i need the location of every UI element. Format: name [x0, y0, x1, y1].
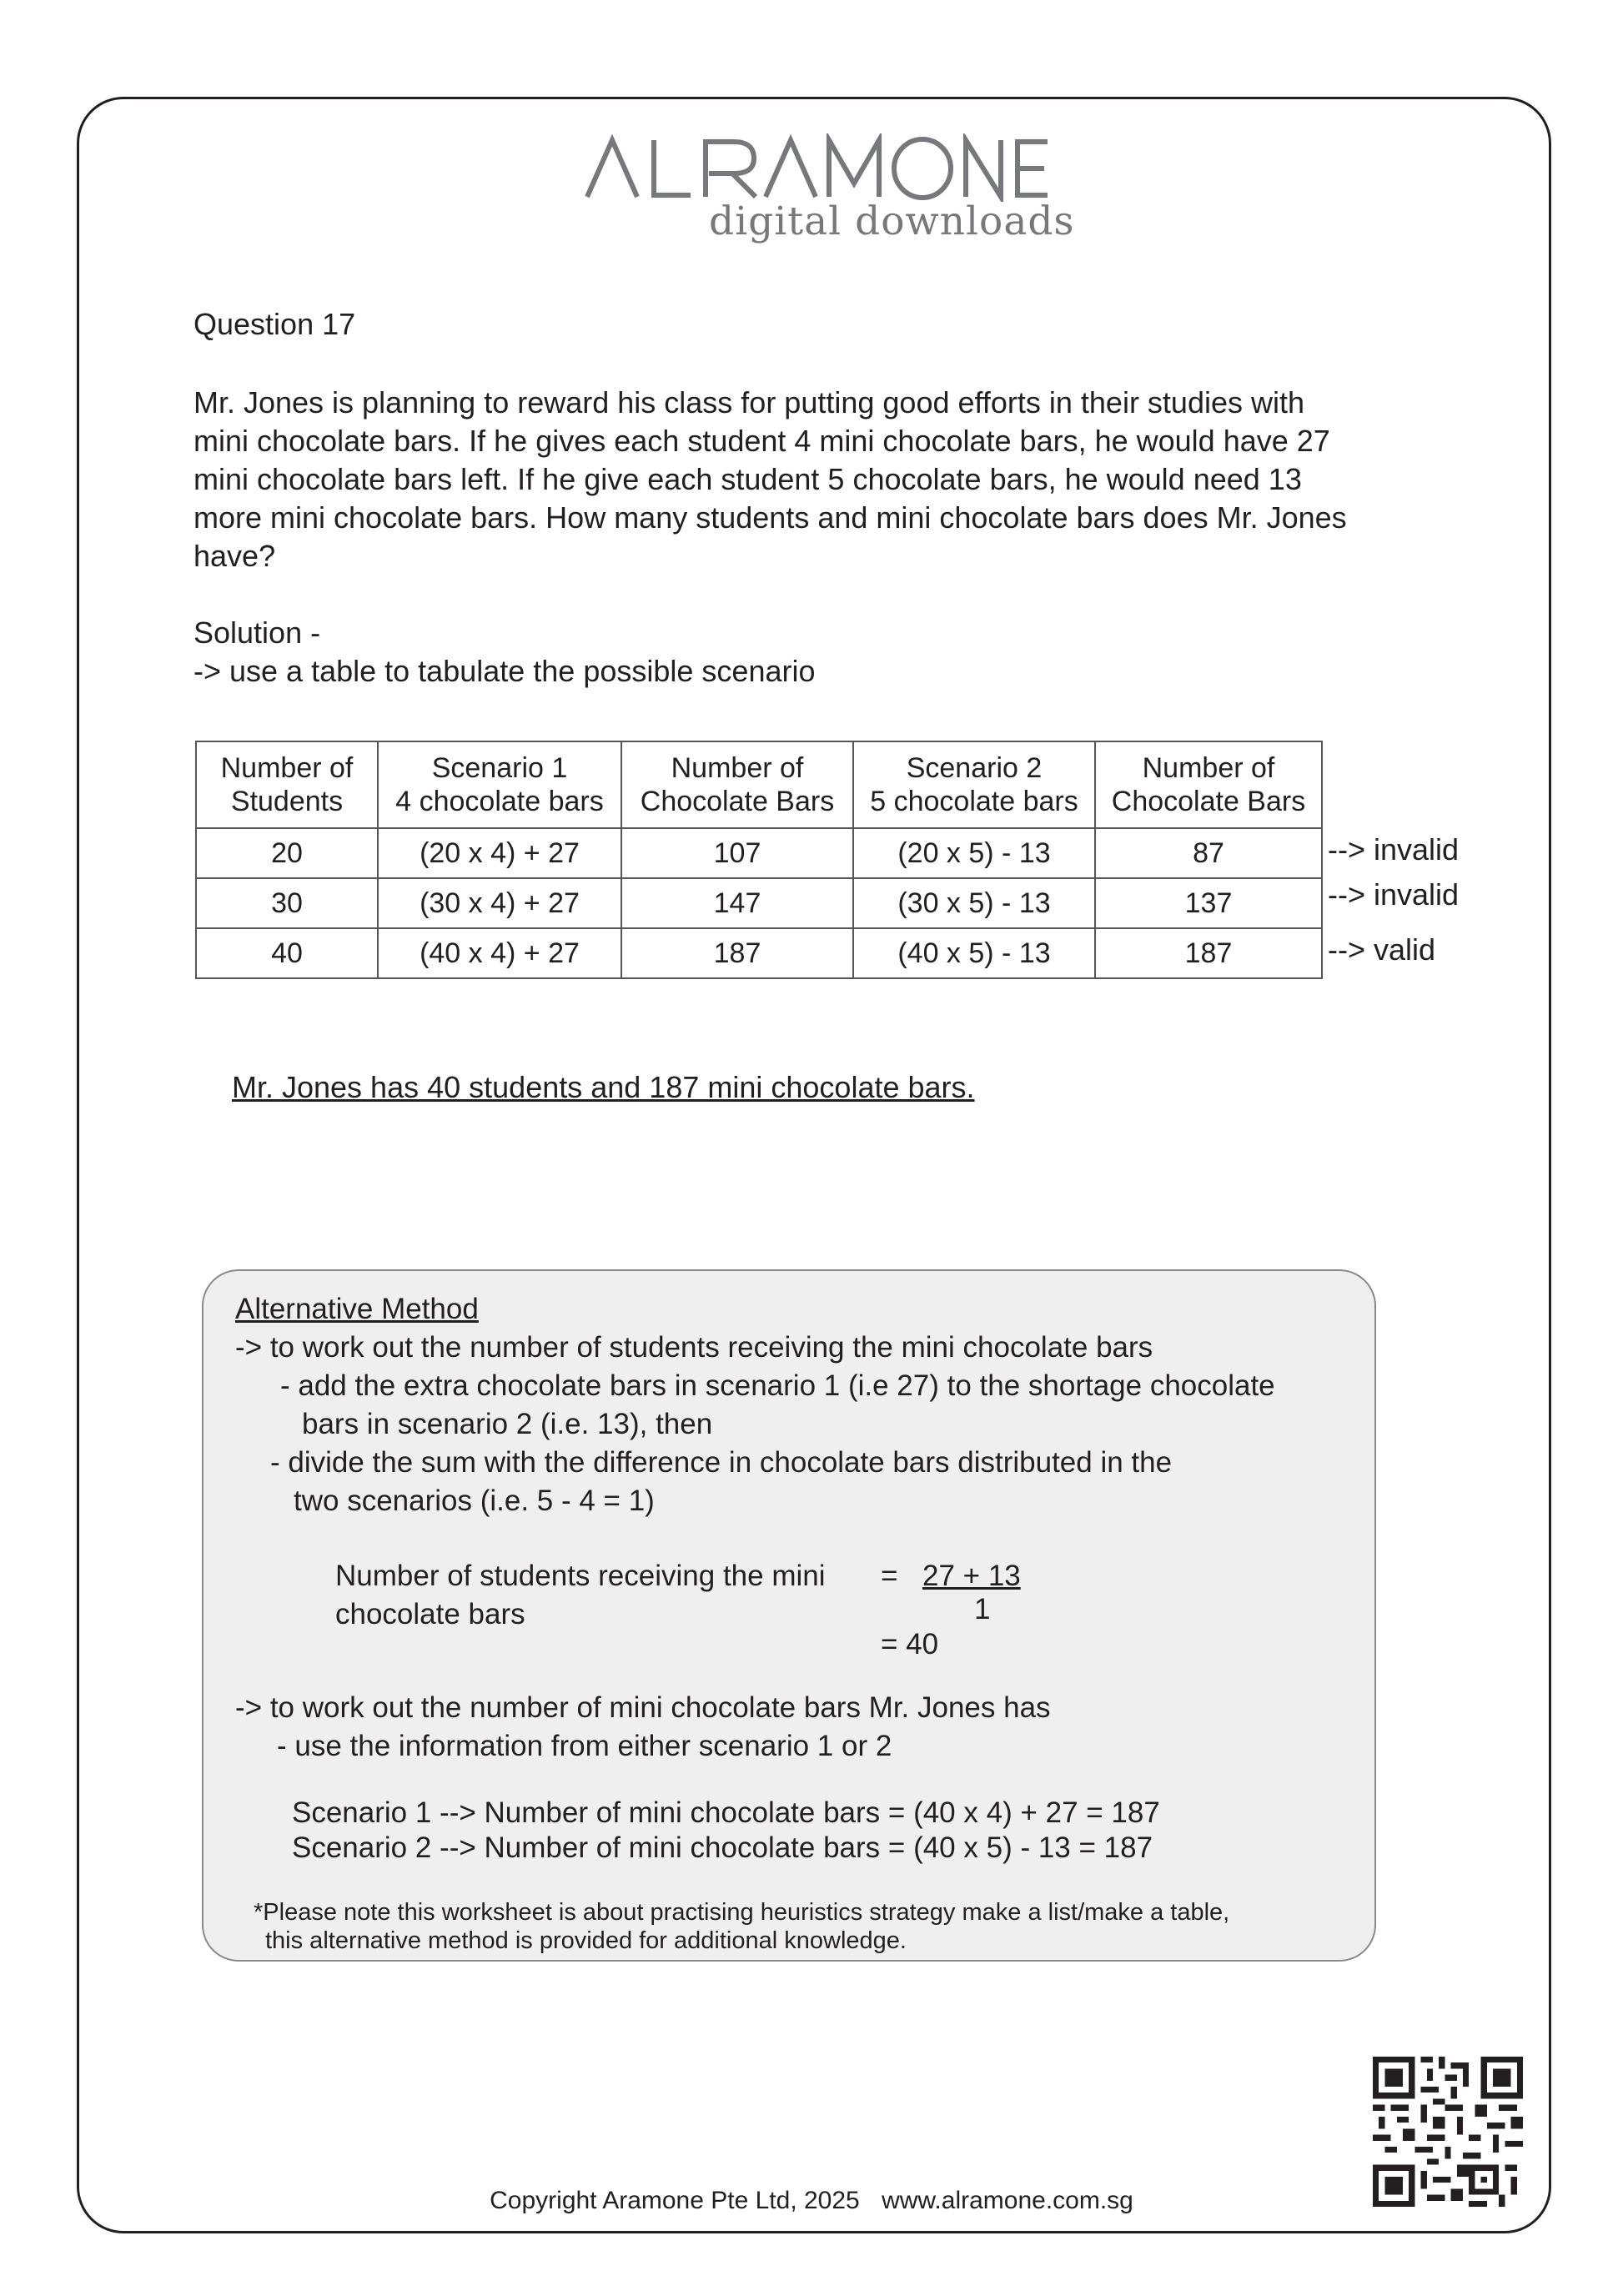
- table-cell: 187: [1095, 928, 1322, 978]
- table-cell: 20: [196, 828, 378, 878]
- table-cell: 87: [1095, 828, 1322, 878]
- table-cell: (20 x 5) - 13: [853, 828, 1095, 878]
- alternative-line: bars in scenario 2 (i.e. 13), then: [302, 1408, 713, 1440]
- row-verdict: --> invalid: [1328, 832, 1460, 867]
- row-verdict: --> valid: [1328, 932, 1436, 967]
- formula-equals: =: [881, 1560, 898, 1592]
- alternative-line: -> to work out the number of students receiving the mini chocolate bars: [235, 1331, 1153, 1364]
- formula-result: = 40: [881, 1628, 939, 1660]
- scenario-2-calculation: Scenario 2 --> Number of mini chocolate bars = (40 x 5) - 13 = 187: [292, 1831, 1153, 1864]
- question-line: more mini chocolate bars. How many students and mini chocolate bars does Mr. Jones: [193, 500, 1347, 535]
- header-bars-2: Number of Chocolate Bars: [1095, 741, 1322, 828]
- formula-label: chocolate bars: [335, 1598, 525, 1630]
- table-cell: 187: [621, 928, 853, 978]
- table-row: [196, 828, 1322, 878]
- header-students: Number of Students: [196, 741, 378, 828]
- brand-wordmark-graphic: [584, 133, 1051, 202]
- table-row: [196, 928, 1322, 978]
- brand-wordmark: [584, 133, 1051, 202]
- header-scenario-1: Scenario 1 4 chocolate bars: [378, 741, 621, 828]
- solution-step: -> use a table to tabulate the possible scenario: [193, 654, 816, 688]
- table-header-row: [196, 741, 1322, 828]
- table-cell: 137: [1095, 878, 1322, 928]
- formula-numerator: 27 + 13: [922, 1560, 1021, 1592]
- alternative-line: -> to work out the number of mini chocolate bars Mr. Jones has: [235, 1691, 1051, 1724]
- question-line: Mr. Jones is planning to reward his class for putting good efforts in their studies with: [193, 385, 1305, 420]
- brand-tagline: digital downloads: [709, 198, 1075, 244]
- question-line: mini chocolate bars left. If he give each student 5 chocolate bars, he would need 13: [193, 462, 1302, 496]
- header-scenario-2: Scenario 2 5 chocolate bars: [853, 741, 1095, 828]
- formula-denominator: 1: [974, 1593, 991, 1625]
- alternative-title: Alternative Method: [235, 1293, 479, 1325]
- table-cell: (40 x 5) - 13: [853, 928, 1095, 978]
- table-cell: (30 x 4) + 27: [378, 878, 621, 928]
- table-cell: 107: [621, 828, 853, 878]
- table-row: [196, 878, 1322, 928]
- row-verdict: --> invalid: [1328, 877, 1460, 912]
- footnote: *Please note this worksheet is about practising heuristics strategy make a list/make a table,: [254, 1899, 1230, 1926]
- website-link[interactable]: www.alramone.com.sg: [882, 2187, 1133, 2214]
- table-cell: 40: [196, 928, 378, 978]
- copyright-text: Copyright Aramone Pte Ltd, 2025: [490, 2187, 860, 2214]
- alternative-line: - use the information from either scenario 1 or 2: [277, 1730, 892, 1762]
- table-cell: 147: [621, 878, 853, 928]
- qr-code-icon: [1373, 2057, 1523, 2207]
- alternative-line: two scenarios (i.e. 5 - 4 = 1): [294, 1485, 655, 1517]
- table-cell: 30: [196, 878, 378, 928]
- question-text: [193, 384, 1428, 575]
- header-bars-1: Number of Chocolate Bars: [621, 741, 853, 828]
- alternative-line: - divide the sum with the difference in chocolate bars distributed in the: [270, 1446, 1173, 1479]
- question-title: Question 17: [193, 307, 356, 341]
- table-cell: (40 x 4) + 27: [378, 928, 621, 978]
- solution-heading: Solution -: [193, 615, 321, 650]
- table-cell: (20 x 4) + 27: [378, 828, 621, 878]
- footer: [0, 2187, 1623, 2215]
- alternative-line: - add the extra chocolate bars in scenario 1 (i.e 27) to the shortage chocolate: [280, 1369, 1275, 1402]
- final-answer: Mr. Jones has 40 students and 187 mini chocolate bars.: [232, 1070, 975, 1104]
- table-cell: (30 x 5) - 13: [853, 878, 1095, 928]
- question-line: have?: [193, 539, 276, 573]
- scenario-1-calculation: Scenario 1 --> Number of mini chocolate bars = (40 x 4) + 27 = 187: [292, 1796, 1160, 1829]
- formula-label: Number of students receiving the mini: [335, 1560, 826, 1592]
- alternative-method-box: [202, 1269, 1376, 1962]
- footnote: this alternative method is provided for additional knowledge.: [265, 1927, 907, 1954]
- solution-table: [195, 741, 1323, 979]
- question-line: mini chocolate bars. If he gives each student 4 mini chocolate bars, he would have 27: [193, 424, 1330, 458]
